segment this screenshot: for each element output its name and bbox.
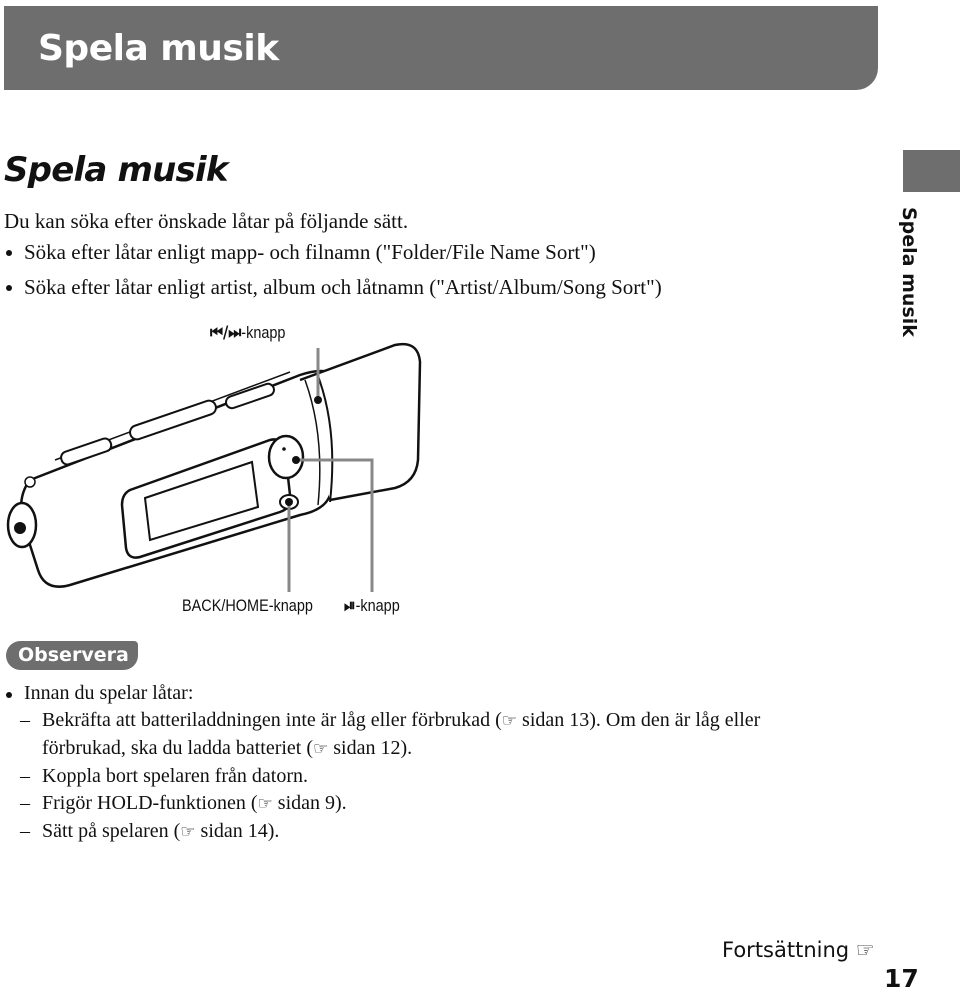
callout-prevnext-dot xyxy=(314,396,322,404)
continue-arrow-icon: ☞ xyxy=(855,938,875,962)
list-item: Söka efter låtar enligt artist, album och låtnamn ("Artist/Album/Song Sort") xyxy=(4,273,662,308)
page-reference-icon: ☞ xyxy=(180,822,196,842)
back-home-button-label: BACK/HOME-knapp xyxy=(182,596,313,615)
list-item: – Sätt på spelaren (☞ sidan 14). xyxy=(4,818,832,846)
page-reference-icon: ☞ xyxy=(257,794,273,814)
callout-back-dot xyxy=(285,498,293,506)
header-title: Spela musik xyxy=(38,28,279,69)
page-reference-icon: ☞ xyxy=(501,711,518,731)
note-lead: Innan du spelar låtar: xyxy=(4,680,832,707)
note-badge: Observera xyxy=(6,641,138,670)
play-pause-button-label: ⏯-knapp xyxy=(344,596,400,616)
play-pause-icon: ⏯ xyxy=(344,596,356,616)
note-body xyxy=(4,680,832,846)
search-method-list xyxy=(4,238,662,308)
page-reference-icon: ☞ xyxy=(313,739,329,759)
list-item: – Bekräfta att batteriladdningen inte är låg eller förbrukad (☞ sidan 13). Om den är låg eller förbrukad, ska du ladda batteriet (☞ sidan 12). xyxy=(4,707,832,763)
list-item: Söka efter låtar enligt mapp- och filnamn ("Folder/File Name Sort") xyxy=(4,238,662,273)
headphone-jack-hole xyxy=(14,522,26,534)
prev-next-icon: ⏮/⏭ xyxy=(210,323,242,343)
intro-text: Du kan söka efter önskade låtar på följande sätt. xyxy=(4,209,409,233)
prevnext-button-label: ⏮/⏭-knapp xyxy=(210,323,286,343)
callout-play-dot xyxy=(292,456,300,464)
side-tab-label: Spela musik xyxy=(898,207,920,337)
continued-indicator: Fortsättning ☞ xyxy=(722,938,875,962)
side-tab-block xyxy=(903,150,960,192)
strap-hole xyxy=(25,477,35,487)
list-item: – Frigör HOLD-funktionen (☞ sidan 9). xyxy=(4,790,832,818)
page-number: 17 xyxy=(884,964,919,993)
player-illustration xyxy=(0,310,470,630)
list-item: – Koppla bort spelaren från datorn. xyxy=(4,763,832,790)
section-title: Spela musik xyxy=(4,150,228,190)
note-list xyxy=(4,707,832,846)
play-button-dot xyxy=(282,447,286,451)
